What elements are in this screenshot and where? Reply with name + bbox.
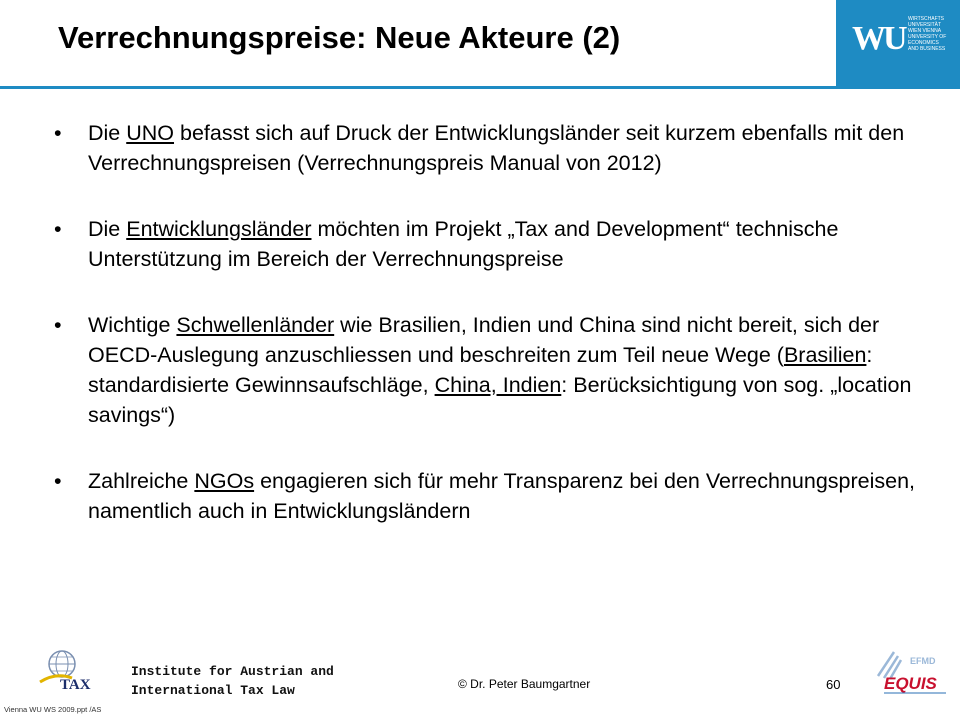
svg-text:EFMD: EFMD [910,656,936,666]
bullet-marker: • [54,313,62,337]
file-name: Vienna WU WS 2009.ppt /AS [4,705,102,714]
efmd-equis-logo [868,646,948,696]
bullet-marker: • [54,469,62,493]
bullet-list [54,118,924,562]
title-underline [0,86,836,89]
keyword-entwicklungslaender: Entwicklungsländer [126,217,312,241]
wu-logo-subtitle: WIRTSCHAFTS UNIVERSITÄT WIEN VIENNA UNIVERSITY OF ECONOMICS AND BUSINESS [908,16,947,52]
keyword-china-indien: China, Indien [434,373,562,397]
keyword-brasilien: Brasilien [783,343,867,367]
svg-text:TAX: TAX [60,677,91,692]
svg-text:EQUIS: EQUIS [884,674,937,693]
wu-logo-letters: WU [852,20,905,57]
bullet-schwellenlaender: • Wichtige Schwellenländer wie Brasilien, Indien und China sind nicht bereit, sich der OECD-Auslegung anzuschliessen und beschreiten zum Teil neue Wege (Brasilien: standardisierte Gewinnsaufschläge, China, Indien: Berücksichtigung von sog. „location savings“) [54,310,924,430]
slide-title: Verrechnungspreise: Neue Akteure (2) [58,20,621,55]
tax-institute-logo [38,646,94,692]
keyword-ngos: NGOs [194,469,255,493]
author-credit: © Dr. Peter Baumgartner [458,677,591,691]
bullet-marker: • [54,217,62,241]
bullet-ngos: • Zahlreiche NGOs engagieren sich für mehr Transparenz bei den Verrechnungspreisen, namentlich auch in Entwicklungsländern [54,466,924,526]
keyword-uno: UNO [126,121,175,145]
wu-logo [836,0,960,89]
bullet-entwicklungslaender: • Die Entwicklungsländer möchten im Projekt „Tax and Development“ technische Unterstützung im Bereich der Verrechnungspreise [54,214,924,274]
institute-name: Institute for Austrian and International Tax Law [131,664,334,698]
page-number: 60 [826,677,841,692]
keyword-schwellenlaender: Schwellenländer [176,313,335,337]
bullet-uno: • Die UNO befasst sich auf Druck der Entwicklungsländer seit kurzem ebenfalls mit den Verrechnungspreisen (Verrechnungspreis Manual von 2012) [54,118,924,178]
bullet-marker: • [54,121,62,145]
